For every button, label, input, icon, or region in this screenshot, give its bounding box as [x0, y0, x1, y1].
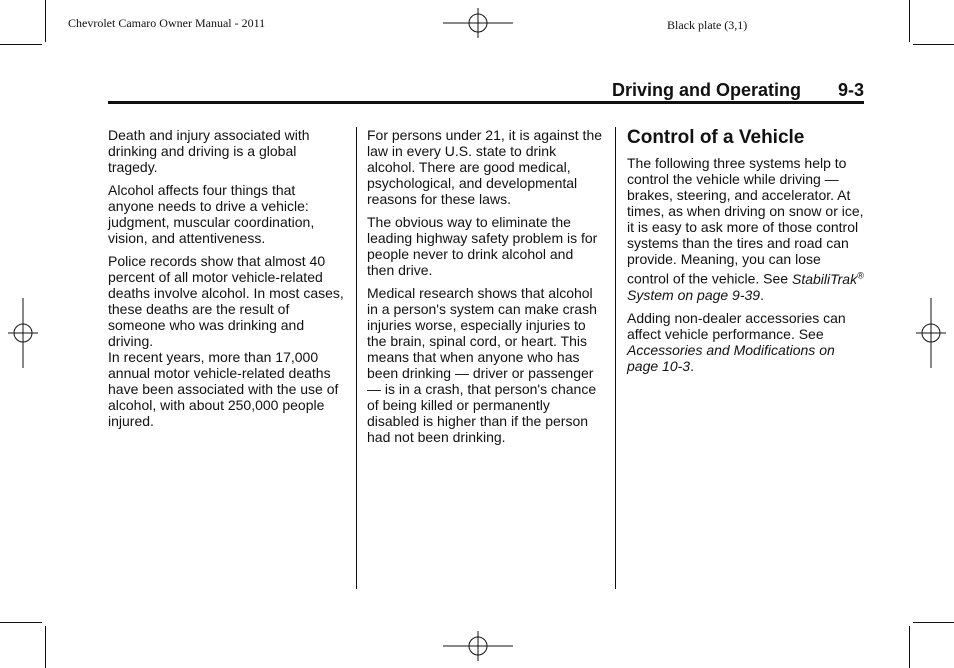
header-rule [108, 101, 864, 104]
crop-mark-bl-h [0, 622, 42, 623]
cross-reference-link[interactable]: Accessories and Modifications on page 10-3 [627, 341, 835, 374]
crop-mark-br-h [913, 622, 954, 623]
column-divider [356, 127, 357, 589]
crop-mark-br-v [909, 626, 910, 668]
paragraph-text: Police records show that almost 40 percent of all motor vehicle-related deaths involve alcohol. In most cases, these deaths are the result of someone who was drinking and driving. [108, 253, 344, 349]
paragraph: Medical research shows that alcohol in a person's system can make crash injuries worse, especially injuries to the brain, spinal cord, or heart. This means that when anyone who has been drinking — driver or passenger — is in a crash, that person's chance of being killed or permanently disabled is higher than if the person had not been drinking. [367, 285, 597, 445]
manual-title: Chevrolet Camaro Owner Manual - 2011 [68, 16, 266, 30]
column-2 [367, 127, 603, 452]
paragraph-text: Adding non-dealer accessories can affect vehicle performance. See [627, 309, 846, 342]
paragraph-text: In recent years, more than 17,000 annual motor vehicle-related deaths have been associated with the use of alcohol, with about 250,000 people injured. [108, 349, 339, 429]
plate-label: Black plate (3,1) [667, 18, 748, 32]
column-3 [627, 127, 865, 381]
crop-mark-tr-v [909, 0, 910, 42]
crop-mark-tr-h [913, 44, 954, 45]
paragraph-text: The following three systems help to control the vehicle while driving — brakes, steering, and accelerator. At times, as when driving on snow or ice, it is easy to ask more of those control systems than the tires and road can provide. Meaning, you can lose control of the vehicle. See [627, 155, 864, 287]
paragraph [108, 253, 344, 429]
paragraph: For persons under 21, it is against the law in every U.S. state to drink alcohol. There are good medical, psychological, and developmental reasons for these laws. [367, 127, 603, 207]
paragraph: The following three systems help to control the vehicle while driving — brakes, steering, and accelerator. At times, as when driving on snow or ice, it is easy to ask more of those control systems than the tires and road can provide. Meaning, you can lose control of the vehicle. See StabiliTrak® System on page 9-39. [627, 155, 864, 303]
column-divider [615, 127, 616, 589]
registration-mark-top-icon [443, 8, 513, 38]
paragraph: Adding non-dealer accessories can affect vehicle performance. See Accessories and Modifications on page 10-3. [627, 309, 846, 374]
section-heading: Control of a Vehicle [627, 127, 805, 148]
cross-reference-link[interactable]: StabiliTrak® System on page 9-39 [627, 270, 864, 303]
column-1 [108, 127, 344, 429]
crop-mark-bl-v [45, 626, 46, 668]
crop-mark-tl-h [0, 44, 42, 45]
registration-mark-right-icon [916, 298, 946, 368]
paragraph: Alcohol affects four things that anyone needs to drive a vehicle: judgment, muscular coordination, vision, and attentiveness. [108, 182, 315, 246]
paragraph: The obvious way to eliminate the leading highway safety problem is for people never to drink alcohol and then drive. [367, 214, 598, 278]
registration-mark-left-icon [8, 298, 38, 368]
paragraph: Death and injury associated with drinking and driving is a global tragedy. [108, 127, 310, 175]
section-title: Driving and Operating [612, 80, 802, 100]
registration-mark-bottom-icon [443, 631, 513, 661]
page-number: 9-3 [838, 80, 865, 100]
crop-mark-tl-v [45, 0, 46, 42]
